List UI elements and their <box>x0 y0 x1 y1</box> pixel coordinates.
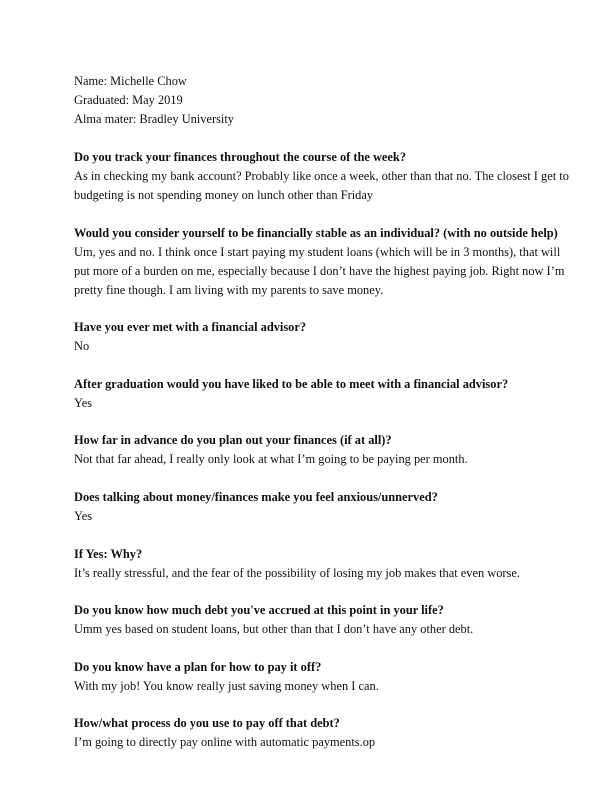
answer: Not that far ahead, I really only look at what I’m going to be paying per month. <box>74 452 468 467</box>
question: Does talking about money/finances make you feel anxious/unnerved? <box>74 489 438 504</box>
graduation-date: Graduated: May 2019 <box>74 93 183 107</box>
question: If Yes: Why? <box>74 546 143 561</box>
answer: Um, yes and no. I think once I start paying my student loans (which will be in 3 months), that will put more of a burden on me, especially because I don’t have the highest paying job. Right now I’m pretty fine though. I am living with my parents to save money. <box>74 244 565 297</box>
qa-item <box>74 488 574 526</box>
qa-item <box>74 545 574 583</box>
qa-item <box>74 431 574 469</box>
qa-item <box>74 658 574 696</box>
answer: With my job! You know really just saving money when I can. <box>74 678 379 693</box>
answer: Yes <box>74 395 93 410</box>
qa-item <box>74 224 574 300</box>
question: Would you consider yourself to be financially stable as an individual? (with no outside help) <box>74 225 558 240</box>
question: After graduation would you have liked to be able to meet with a financial advisor? <box>74 376 509 391</box>
alma-mater: Alma mater: Bradley University <box>74 112 235 126</box>
question: How/what process do you use to pay off that debt? <box>74 716 340 731</box>
qa-item <box>74 714 574 752</box>
question: How far in advance do you plan out your finances (if at all)? <box>74 433 392 448</box>
answer: No <box>74 339 90 354</box>
question: Do you track your finances throughout the course of the week? <box>74 150 407 164</box>
answer: I’m going to directly pay online with automatic payments.op <box>74 735 376 750</box>
answer: Yes <box>74 508 93 523</box>
question: Do you know have a plan for how to pay it off? <box>74 659 322 674</box>
qa-item <box>74 318 574 356</box>
answer: As in checking my bank account? Probably like once a week, other than that no. The closest I get to budgeting is not spending money on lunch other than Friday <box>74 169 569 202</box>
answer: Umm yes based on student loans, but other than that I don’t have any other debt. <box>74 622 474 637</box>
qa-item <box>74 601 574 639</box>
qa-item <box>74 148 574 205</box>
question: Have you ever met with a financial advisor? <box>74 320 307 335</box>
question: Do you know how much debt you've accrued at this point in your life? <box>74 603 444 618</box>
interviewee-name: Name: Michelle Chow <box>74 74 187 88</box>
qa-item <box>74 375 574 413</box>
interviewee-info <box>74 72 574 129</box>
document-content <box>74 72 574 771</box>
answer: It’s really stressful, and the fear of the possibility of losing my job makes that even worse. <box>74 565 520 580</box>
